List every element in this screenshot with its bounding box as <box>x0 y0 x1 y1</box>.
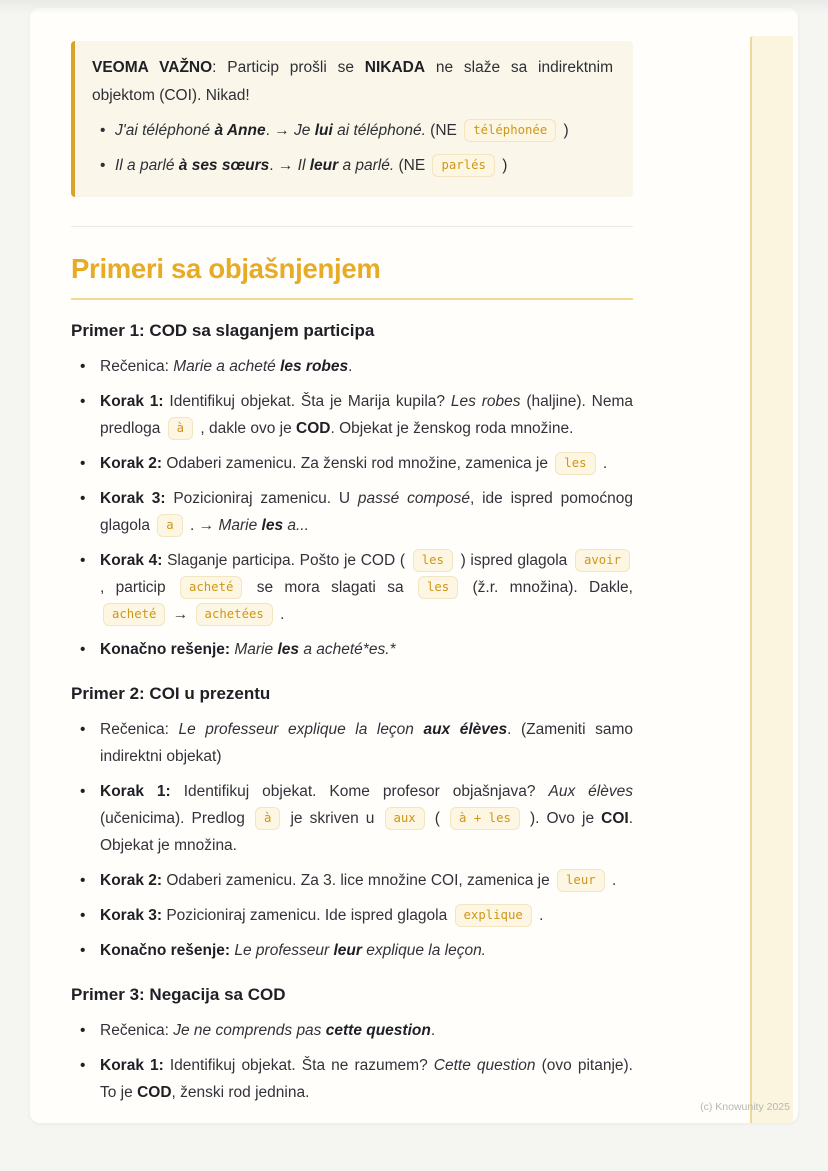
text-segment: ne slaže sa indirektnim objektom (COI). Nikad! <box>92 59 613 104</box>
text-segment: à ses sœurs <box>178 157 270 174</box>
text-segment: Konačno rešenje: <box>100 942 231 959</box>
code-badge: leur <box>557 869 605 892</box>
bullet-list <box>71 716 633 964</box>
text-segment: a... <box>283 517 309 534</box>
text-segment: Odaberi zamenicu. Za ženski rod množine, zamenica je <box>162 455 553 472</box>
page-title: Primeri sa objašnjenjem <box>71 252 633 300</box>
text-segment: Il <box>297 157 310 174</box>
important-callout <box>71 41 633 197</box>
code-badge: acheté <box>103 603 165 626</box>
text-segment: Rečenica: <box>100 721 179 738</box>
list-item <box>71 1017 633 1044</box>
text-segment: ) <box>559 122 569 139</box>
text-segment: COD <box>137 1084 172 1101</box>
text-segment: Korak 2: <box>100 455 163 472</box>
text-segment: Korak 4: <box>100 552 163 569</box>
text-segment: je skriven u <box>283 810 382 827</box>
text-segment: . <box>275 606 285 623</box>
text-segment: ) <box>497 157 508 174</box>
code-badge: parlés <box>432 154 494 177</box>
text-segment: se mora slagati sa <box>245 579 415 596</box>
text-segment: Les robes <box>450 393 521 410</box>
text-segment: , dakle ovo je <box>196 420 296 437</box>
text-segment: Korak 3: <box>100 490 166 507</box>
text-segment: ai téléphoné. <box>332 122 426 139</box>
document-content <box>71 8 633 1114</box>
text-segment: . <box>534 907 544 924</box>
text-segment: Identifikuj objekat. Šta ne razumem? <box>163 1057 434 1074</box>
text-segment: (haljine). Nema predloga <box>100 393 633 437</box>
text-segment: ( <box>427 810 448 827</box>
code-badge: aux <box>385 807 425 830</box>
text-segment: passé composé <box>357 490 470 507</box>
code-badge: à <box>168 417 193 440</box>
callout-list-item <box>92 152 613 180</box>
text-segment: . → <box>265 122 295 139</box>
list-item <box>71 547 633 628</box>
list-item <box>71 388 633 442</box>
text-segment: les <box>261 517 284 534</box>
text-segment: (ž.r. množina). Dakle, <box>461 579 633 596</box>
code-badge: a <box>157 514 182 537</box>
text-segment: Cette question <box>433 1057 536 1074</box>
bullet-list <box>71 353 633 663</box>
next-page-edge <box>750 36 793 1123</box>
text-segment: ). Ovo je <box>522 810 602 827</box>
text-segment: (NE <box>425 122 462 139</box>
code-badge: les <box>418 576 458 599</box>
code-badge: téléphonée <box>464 119 556 142</box>
text-segment: Le professeur explique la leçon <box>178 721 424 738</box>
text-segment: Konačno rešenje: <box>100 641 231 658</box>
code-badge: achetées <box>196 603 273 626</box>
text-segment: à Anne <box>214 122 266 139</box>
code-badge: à <box>255 807 280 830</box>
text-segment: NIKADA <box>364 59 426 76</box>
text-segment: COI <box>601 810 629 827</box>
text-segment: . <box>598 455 608 472</box>
callout-list <box>92 117 613 180</box>
code-badge: explique <box>455 904 532 927</box>
text-segment: Korak 1: <box>100 1057 164 1074</box>
text-segment: Pozicioniraj zamenicu. U <box>165 490 358 507</box>
list-item <box>71 485 633 539</box>
text-segment: Korak 1: <box>100 783 171 800</box>
text-segment: J'ai téléphoné <box>115 122 215 139</box>
text-segment: (ovo pitanje). To je <box>100 1057 633 1101</box>
callout-title <box>92 54 613 110</box>
text-segment: Korak 3: <box>100 907 163 924</box>
text-segment: Il a parlé <box>115 157 179 174</box>
text-segment: Le professeur <box>234 942 334 959</box>
text-segment: : Particip prošli se <box>212 59 365 76</box>
text-segment: VEOMA VAŽNO <box>92 59 213 76</box>
text-segment: leur <box>309 157 339 174</box>
code-badge: avoir <box>575 549 630 572</box>
text-segment: Korak 2: <box>100 872 163 889</box>
text-segment: les <box>277 641 300 658</box>
sections <box>71 320 633 1106</box>
document-page <box>30 8 798 1123</box>
watermark: (c) Knowunity 2025 <box>700 1101 790 1113</box>
section-title: Primer 2: COI u prezentu <box>71 684 271 703</box>
list-item <box>71 636 633 663</box>
list-item <box>71 778 633 859</box>
text-segment: . <box>348 358 353 375</box>
text-segment: . <box>607 872 617 889</box>
text-segment: Rečenica: <box>100 358 174 375</box>
text-segment: . → <box>185 517 219 534</box>
text-segment: . <box>430 1022 436 1039</box>
text-segment: les robes <box>280 358 349 375</box>
code-badge: les <box>413 549 453 572</box>
text-segment: , ženski rod jednina. <box>171 1084 310 1101</box>
list-item <box>71 716 633 770</box>
section-divider <box>71 226 633 227</box>
text-segment: leur <box>333 942 362 959</box>
text-segment: Marie a acheté <box>173 358 281 375</box>
text-segment: (učenicima). Predlog <box>100 810 252 827</box>
text-segment: → <box>168 606 193 623</box>
text-segment: . Objekat je ženskog roda množine. <box>330 420 574 437</box>
text-segment: ) ispred glagola <box>455 552 572 569</box>
text-segment: Marie <box>218 517 262 534</box>
text-segment: . Objekat je množina. <box>100 810 634 854</box>
text-segment: . → <box>269 157 298 174</box>
code-badge: les <box>555 452 595 475</box>
bullet-list <box>71 1017 633 1106</box>
text-segment: Odaberi zamenicu. Za 3. lice množine COI, zamenica je <box>162 872 555 889</box>
list-item <box>71 1052 633 1106</box>
list-item <box>71 902 633 929</box>
list-item <box>71 867 633 894</box>
text-segment: Identifikuj objekat. Šta je Marija kupila? <box>163 393 451 410</box>
section-title: Primer 1: COD sa slaganjem participa <box>71 321 375 340</box>
text-segment: , ide ispred pomoćnog glagola <box>100 490 633 534</box>
text-segment: Korak 1: <box>100 393 164 410</box>
text-segment: Slaganje participa. Pošto je COD ( <box>162 552 410 569</box>
text-segment: explique la leçon. <box>361 942 486 959</box>
callout-list-item <box>92 117 613 145</box>
list-item <box>71 353 633 380</box>
text-segment: a parlé. <box>338 157 395 174</box>
list-item <box>71 450 633 477</box>
text-segment: Je <box>294 122 315 139</box>
code-badge: à + les <box>450 807 520 830</box>
section-title: Primer 3: Negacija sa COD <box>71 985 286 1004</box>
text-segment: Je ne comprends pas <box>173 1022 326 1039</box>
code-badge: acheté <box>180 576 242 599</box>
text-segment: lui <box>314 122 333 139</box>
list-item <box>71 937 633 964</box>
text-segment: aux élèves <box>423 721 508 738</box>
text-segment: . (Zameniti samo indirektni objekat) <box>100 721 633 765</box>
text-segment: cette question <box>325 1022 431 1039</box>
text-segment: (NE <box>394 157 430 174</box>
text-segment: Rečenica: <box>100 1022 174 1039</box>
text-segment: COD <box>296 420 331 437</box>
text-segment: Pozicioniraj zamenicu. Ide ispred glagola <box>162 907 452 924</box>
text-segment: , particip <box>100 579 177 596</box>
text-segment: a acheté*es.* <box>299 641 396 658</box>
text-segment: Identifikuj objekat. Kome profesor objašnjava? <box>170 783 549 800</box>
text-segment: Marie <box>234 641 278 658</box>
text-segment: Aux élèves <box>548 783 633 800</box>
